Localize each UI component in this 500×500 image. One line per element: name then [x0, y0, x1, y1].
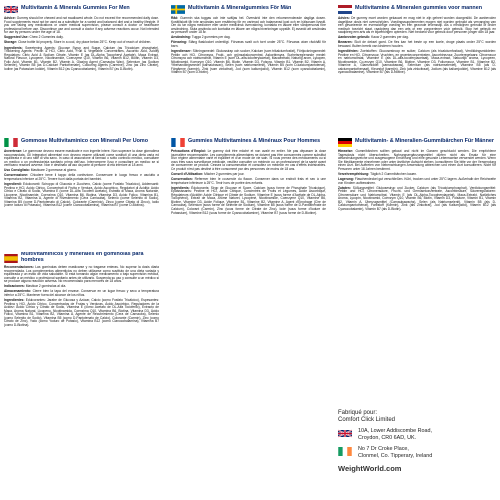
suggested-use-label: Suggested Use: — [4, 35, 29, 40]
advice-text: Las gominolas deben masticarse y no tragarse enteras. No superar la dosis diaria recomendada. Los complementos alimenticios no deben utilizarse como sustituto de una dieta variada y equilibrada y un estilo de vida saludable. Si está tomando algún medicamento o bajo supervisión médica, consulte a un médico o profesional sanitario antes de utilizarlo. Suspenda su uso y consulte a un médico si se produce alguna reacción adversa. No recomendado para menores de 18 años. — [4, 265, 159, 284]
suggested-use-text: Chew 2 Gummies daily. — [29, 35, 64, 40]
advice-paragraph — [4, 266, 159, 284]
sweden-flag-icon — [171, 5, 185, 14]
storage-label: Lagerung: — [338, 177, 354, 182]
storage-label: Conservazione: — [4, 173, 29, 178]
ingredients-paragraph — [338, 50, 496, 75]
storage-paragraph — [4, 174, 159, 181]
ireland-address-line-2: Clonmel, Co. Tipperary, Ireland — [358, 453, 433, 459]
suggested-use-text: Masticare 2 gommose al giorno. — [30, 168, 77, 173]
advice-paragraph — [171, 17, 326, 35]
manufacturer-block — [338, 410, 498, 473]
suggested-use-label: Indicaciones: — [4, 284, 25, 289]
advice-label: Advies: — [338, 16, 350, 20]
section-german — [338, 136, 496, 318]
storage-label: Bewaren: — [338, 40, 353, 45]
ireland-flag-icon — [338, 447, 352, 456]
uk-flag-icon — [4, 5, 18, 14]
advice-paragraph — [4, 150, 159, 168]
section-title: Multivitamine & Mineralen gummies voor mannen — [355, 5, 483, 12]
suggested-use-label: Användning: — [171, 35, 191, 40]
advice-label: Advice: — [4, 16, 16, 20]
section-french — [171, 136, 326, 318]
company-name: Comfort Click Limited — [338, 417, 396, 423]
ireland-address-line-1: No 7 Dr Croke Place, — [358, 446, 409, 452]
section-italian — [4, 136, 159, 240]
section-title: Gummies Multivitamines & Minéraux Pour Hommes — [188, 138, 321, 145]
advice-text: Gummy should be chewed and not swallowed whole. Do not exceed the recommended daily dose. Food supplements must not be used as a substitute for a varied and balanced diet and a healthy lifestyle. If you are taking any medications or under medical supervision, please consult a doctor or healthcare professional before use. Discontinue use and consult a doctor if any adverse reactions occur. Not intended for use by persons under the age of 18. — [4, 16, 159, 35]
advice-paragraph — [338, 17, 496, 35]
suggested-use-paragraph — [4, 36, 159, 40]
ingredients-label: Ingrediënten: — [338, 49, 359, 54]
france-flag-icon — [171, 138, 185, 147]
section-title: Multivitamin & Mineralgummies För Män — [188, 5, 292, 12]
italy-flag-icon — [4, 138, 18, 147]
uk-address-line-2: Croydon, CR0 6AD, UK. — [358, 435, 417, 441]
storage-text: Cierre bien la tapa del envase. Conservar en un lugar fresco y seco a temperatura inferior a 25°C. Mantener fuera del alcance de los niños. — [4, 289, 159, 298]
suggested-use-paragraph — [338, 36, 496, 40]
ireland-address — [338, 446, 498, 460]
suggested-use-text: Kauw 2 gummies per dag. — [371, 35, 409, 40]
suggested-use-label: Conseil d'Utilisation: — [171, 171, 204, 176]
ingredients-label: Ingredienti: — [4, 182, 22, 187]
advice-paragraph — [171, 150, 326, 171]
section-title: Gommose Multivitaminico con Minerali Per Uomo — [21, 138, 149, 145]
storage-text: Stäng flasklocket ordentligt. Förvaras svalt och torrt under 25°C. Förvaras utom räckhåll för barn. — [171, 40, 326, 49]
ingredients-paragraph — [4, 47, 159, 72]
advice-label: Précautions d'Emploi: — [171, 149, 206, 153]
ingredients-text: Sweetening Agents: Glucose Syrup and Sugar, Calcium (as Tricalcium phosphate), Thickening Agents: Pectin & HCl, Citric Acid, Fruit & Vegetable Concentrates, Ascorbic Acid, Acidity Regulators: Citric Acid & Sodium Citrate, Vitamin E (as DL-Alpha Tocopheryl Acetate), Maca Extract, Natural Flavour, Lycopene, Nicotinamide, Coenzyme Q10, Vitamin B6, Vitamin B12, Biotin, Vitamin D3, Folic Acid, Vitamin B1, Vitamin B2, Vitamin A, Glazing Agent (Carnauba Wax), Selenium (as Sodium Selenite), Vitamin B5 (as D-Calcium Pantothenate), Colouring Agents (Carmine), Zinc (as Zinc Citrate), Iodine (as Potassium Iodide), Vitamin B12 (as Cyanocobalamin), Vitamin B7 (as D-Biotin). — [4, 45, 159, 71]
uk-address-line-1: 10A, Lower Addiscombe Road, — [358, 428, 433, 434]
suggested-use-label: Verzehrempfehlung: — [338, 171, 370, 176]
ingredients-paragraph — [4, 299, 159, 327]
uk-address — [338, 428, 498, 442]
advice-label: Recomendaciones: — [4, 265, 34, 269]
ingredients-paragraph — [171, 187, 326, 215]
ingredients-paragraph — [4, 183, 159, 208]
suggested-use-label: Aanbevolen gebruik: — [338, 35, 371, 40]
suggested-use-label: Uso Consigliato: — [4, 168, 30, 173]
storage-text: Refermer bien le couvercle du flacon. Conserver dans un endroit frais et sec à une température inférieure à 25°C. Tenir hors de portée des enfants. — [171, 177, 326, 185]
ingredients-paragraph — [171, 50, 326, 75]
section-spanish — [4, 252, 159, 360]
storage-text: Flaschendeckel gut verschließen. Kühl, trocken und unter 25°C lagern. Außerhalb der Reichweite von Kindern aufbewahren. — [338, 177, 496, 185]
brand-website: WeightWorld.com — [338, 464, 402, 473]
advice-text: Gummin ska tuggas och inte sväljas hel. Överskrid inte den rekommenderade dagliga dosen. Kosttillskott får inte användas som ersättning för en varierad och balanserad kost och en hälsosam livsstil. Om du tar några mediciner eller under medicinsk övervakning, kontakta en läkare eller vårdpersonal före användning. Sluta använda och kontakta en läkare om några biverkningar uppstår. Ej avsedd att användas av personer under 18 år. — [171, 16, 326, 35]
ingredients-label: Ingredientes: — [4, 298, 25, 303]
advice-text: Gummibärchen sollten gekaut und nicht im Ganzen geschluckt werden. Die empfohlene Tagesdosis nicht überschreiten. Nahrungsergänzungsmittel dürfen nicht als Ersatz für eine abwechslungsreiche und ausgewogene Ernährung und eine gesunde Lebensweise verwendet werden. Wenn Sie Medikamente einnehmen oder unter ärztlicher Aufsicht stehen, konsultieren Sie bitte vor der Verwendung einen Arzt. Bei Auftreten von Nebenwirkungen Anwendung abbrechen und einen Arzt konsultieren. Nicht für Personen unter 18 Jahren bestimmt. — [338, 149, 496, 171]
storage-text: Chiudere bene il tappo della confezione. Conservare in luogo fresco e asciutto a temperatura inferiore ai 25°C. Tenere fuori dalla portata dei bambini. — [4, 173, 159, 182]
section-title: Multivitamínicos y minerales en gominolas para hombres — [21, 252, 144, 263]
ingredients-label: Ingredients: — [4, 45, 23, 50]
spain-flag-icon — [4, 254, 18, 263]
advice-paragraph — [4, 17, 159, 35]
advice-text: De gummy moet worden gekauwd en mag niet in zijn geheel worden doorgeslikt. De aanbevolen dagelijkse dosis niet overschrijden. Voedingssupplementen mogen niet worden gebruikt als vervanging van een gevarieerde en evenwichtige voeding en een gezonde levensstijl. Als u medicijnen gebruikt of onder medisch toezicht staat, raadpleeg dan een arts of een zorgverlener vóór gebruik. Stop het gebruik en raadpleeg een arts als er bijwerkingen optreden. Niet bedoeld voor gebruik door personen jonger dan 18 jaar. — [338, 16, 496, 35]
ingredients-text: Süßungsmittel: Glukosesirup und Zucker, Calcium (als Tricalciumphosphat), Verdickungsmittel: Pektin und HCl, Citronensäure, Frucht- und Gemüsekonzentrate, Ascorbinsäure, Säureregulatoren: Citronensäure und Natriumcitrat, Vitamin E (als DL-Alpha-Tocopherylacetat), Maca-Extrakt, Natürliches Aroma, Lycopin, Nicotinamid, Coenzym Q10, Vitamin B6, Biotin, Vitamin D3, Folsäure, Vitamin B1, Vitamin B2, Vitamin A, Überzugsmittel (Carnaubawachs), Selen (als Natriumselenit), Vitamin B5 (als D-Calciumpantothenat), Farbstoff (Karmin), Zink (als Zinkcitrat), Jod (als Kaliumjodid), Vitamin B12 (als Cyanocobalamin), Vitamin B7 (als D-Biotin). — [338, 185, 496, 211]
manufactured-for-label: Fabriqué pour: — [338, 410, 378, 416]
storage-text: Sluit de deksel goed. De fles kan het beste op een koele, droge plaats onder 25°C worden bewaard. Buiten bereik van kinderen houden. — [338, 40, 496, 49]
advice-label: Råd: — [171, 16, 179, 20]
uk-flag-icon — [338, 429, 352, 438]
section-english — [4, 3, 159, 89]
section-dutch — [338, 3, 496, 123]
suggested-use-paragraph — [338, 173, 496, 177]
storage-paragraph — [4, 290, 159, 297]
germany-flag-icon — [338, 138, 352, 147]
advice-text: Le gommose devono essere masticate e non ingerite intere. Non superare la dose giornaliera raccomandata. Gli integratori alimentari non devono essere utilizzati come sostituti di una dieta varia ed equilibrata e di uno stile di vita sano. In caso di assunzione di farmaci o sotto controllo medico, consultare un medico o un professionista sanitario prima dell'uso. Interrompere l'uso e consultare un medico se si verificano reazioni avverse. Non è destinato all'uso da parte di persone di età inferiore ai 18 anni. — [4, 149, 159, 168]
storage-label: Storage: — [4, 40, 18, 45]
section-title: Multivitamin- & Mineralien-Gummibärchen Für Männer — [355, 138, 494, 145]
storage-paragraph — [171, 41, 326, 48]
advice-text: Le gummy doit être mâché et non avalé en entier. Ne pas dépasser la dose journalière recommandée. Les compléments alimentaires ne doivent pas être consommés comme substitut d'un régime alimentaire varié et équilibré et d'un mode de vie sain. Si vous prenez des médicaments ou si vous êtes sous surveillance médicale, veuillez consulter un médecin ou un professionnel de la santé avant de consommer ce produit. Cessez la consommation et consultez un médecin en cas d'effets indésirables. Ce produit n'est pas destiné à être consommé par des personnes de moins de 18 ans. — [171, 149, 326, 171]
advice-label: Avvertenze: — [4, 149, 23, 153]
suggested-use-text: Tugga 2 gummies per dag. — [191, 35, 231, 40]
ingredients-paragraph — [338, 187, 496, 212]
suggested-use-paragraph — [171, 173, 326, 177]
storage-text: Close bottle lid properly. Store in a cool, dry place below 25°C. Keep out of reach of children. — [18, 40, 152, 45]
ingredients-text: Édulcorants: Sirop de Glucose et Sucre, Calcium (sous forme de Phosphate Tricalcique), Épaississants: Pectine et HCl, Acide Citrique, Concentrés de Fruits et Légumes, Acide Ascorbique, Régulateurs d'Acidité: Acide Citrique et Citrate de Sodium, Vitamine E (sous forme d'Acétate de DL-Alpha-Tocophérol), Extrait de Maca, Arôme Naturel, Lycopène, Nicotinamide, Coenzyme Q10, Vitamine B6, Biotine, Vitamine D3, Acide Folique, Vitamine B1, Vitamine B2, Vitamine A, Agent d'Enrobage (Cire de Carnauba), Sélénium (sous forme de Sélénite de Sodium), Vitamine B5 (sous forme de D-Pantothénate de Calcium), Colorant (Carmin), Zinc (sous forme de Citrate de Zinc), Iode (sous forme d'Iodure de Potassium), Vitamine B12 (sous forme de Cyanocobalamine), Vitamine B7 (sous forme de D-Biotine). — [171, 185, 326, 215]
ingredients-label: Ingredienser: — [171, 49, 192, 54]
suggested-use-paragraph — [4, 285, 159, 289]
storage-paragraph — [171, 178, 326, 185]
storage-paragraph — [338, 41, 496, 48]
ingredients-label: Ingrédients: — [171, 185, 190, 190]
ingredients-text: Edulcorantes: Jarabe de Glucosa y Azúcar, Calcio (como Fosfato Tricálcico), Espesantes: Pectina y HCl, Ácido Cítrico, Concentrados de Frutas y Verduras, Ácido Ascórbico, Reguladores de la Acidez: Ácido Cítrico y Citrato de Sodio, Vitamina E (como Acetato de DL-Alfa Tocoferilo), Extracto de Maca, Aroma Natural, Licopeno, Nicotinamida, Coenzima Q10, Vitamina B6, Biotina, Vitamina D3, Ácido Fólico, Vitamina B1, Vitamina B2, Vitamina A, Agente de Recubrimiento (Cera de Carnauba), Selenio (como Selenito de Sodio), Vitamina B5 (como D-Pantotenato de Calcio), Colorante (Carmín), Zinc (como Citrato de Zinc), Yodo (como Yoduro de Potasio), Vitamina B12 (como Cianocobalamina), Vitamina B7 (como D-Biotina). — [4, 298, 159, 327]
suggested-use-paragraph — [4, 169, 159, 173]
storage-label: Förvaring: — [171, 40, 188, 45]
suggested-use-text: Masticar 2 gominolas al día. — [25, 284, 67, 289]
ingredients-text: Zoetstoffen: Glucosestroop en suiker, Calcium (als tricalciumfosfaat), Verdikkingsmiddelen: Pectine en HCl, Citroenzuur, Vruchten- en groenteconcentraten, Ascorbinezuur, Zuurteregelaars: Citroenzuur en natriumcitraat, Vitamine E (als DL-alfa-tocoferylacetaat), Maca-extract, Natuurlijk aroma, Lycopeen, Nicotinamide, Co-enzym Q10, Vitamine B6, Biotine, Vitamine D3, Foliumzuur, Vitamine B1, Vitamine B2, Vitamine A, Glansmiddel (carnaubawas), Selenium (als natriumseleniet), Vitamine B5 (als D-calciumpantothenaat), Kleurstof (karmijn), Zink (als zinkcitraat), Jodium (als kaliumjodide), Vitamine B12 (als cyanocobalamine), Vitamine B7 (als D-biotine). — [338, 49, 496, 75]
section-swedish — [171, 3, 326, 131]
suggested-use-text: Mâcher 2 gummies par jour. — [204, 171, 245, 176]
suggested-use-text: Täglich 2 Gummibärchen kauen. — [370, 171, 418, 176]
netherlands-flag-icon — [338, 5, 352, 14]
ingredients-text: Edulcoranti: Sciroppo di Glucosio e Zucchero, Calcio (come Fosfato Tricalcico), Addensanti: Pectina e HCl, Acido Citrico, Concentrati di Frutta e Verdura, Acido Ascorbico, Regolatori di Acidità: Acido Citrico e Citrato di Sodio, Vitamina E (come DL-Alfa Tocoferil Acetato), Estratto di Maca, Aroma Naturale, Licopene, Nicotinamide, Coenzima Q10, Vitamina B6, Biotina, Vitamina D3, Acido Folico, Vitamina B1, Vitamina B2, Vitamina A, Agente di Rivestimento (Cera Carnauba), Selenio (come Selenito di Sodio), Vitamina B5 (come D-Pantotenato di Calcio), Colorante (Carminio), Zinco (come Citrato di Zinco), Iodio (come Ioduro di Potassio), Vitamina B12 (come Cianocobalamina), Vitamina B7 (come D-Biotina). — [4, 182, 159, 208]
suggested-use-paragraph — [171, 36, 326, 40]
storage-paragraph — [4, 41, 159, 45]
storage-paragraph — [338, 178, 496, 185]
ingredients-text: Sötningsmedel: Glukossirap och socker, Kalcium (som trikalciumfosfat), Förtjockningsmedel: Pektin och HCl, Citronsyra, Frukt- och grönsakskoncentrat, Askorbinsyra, Surhetsreglerande medel: Citronsyra och natriumcitrat, Vitamin E (som DL-alfa-tokoferylacetat), Macaextrakt, Naturlig arom, Lykopen, Nikotinamid, Koenzym Q10, Vitamin B6, Biotin, Vitamin D3, Folsyra, Vitamin B1, Vitamin B2, Vitamin A, Ytbehandlingsmedel (karnaubavax), Selen (som natriumselenit), Vitamin B5 (som D-kalciumpantotenat), Färgämne (karmin), Zink (som zinkcitrat), Jod (som kaliumjodid), Vitamin B12 (som cyanokobalamin), Vitamin B7 (som D-biotin). — [171, 49, 326, 75]
storage-label: Almacenamiento: — [4, 289, 32, 294]
ingredients-label: Zutaten: — [338, 185, 351, 190]
advice-paragraph — [338, 150, 496, 171]
section-title: Multivitamin & Minerals Gummies For Men — [21, 5, 130, 12]
advice-label: Hinweise: — [338, 149, 354, 153]
storage-label: Conservation: — [171, 177, 193, 182]
